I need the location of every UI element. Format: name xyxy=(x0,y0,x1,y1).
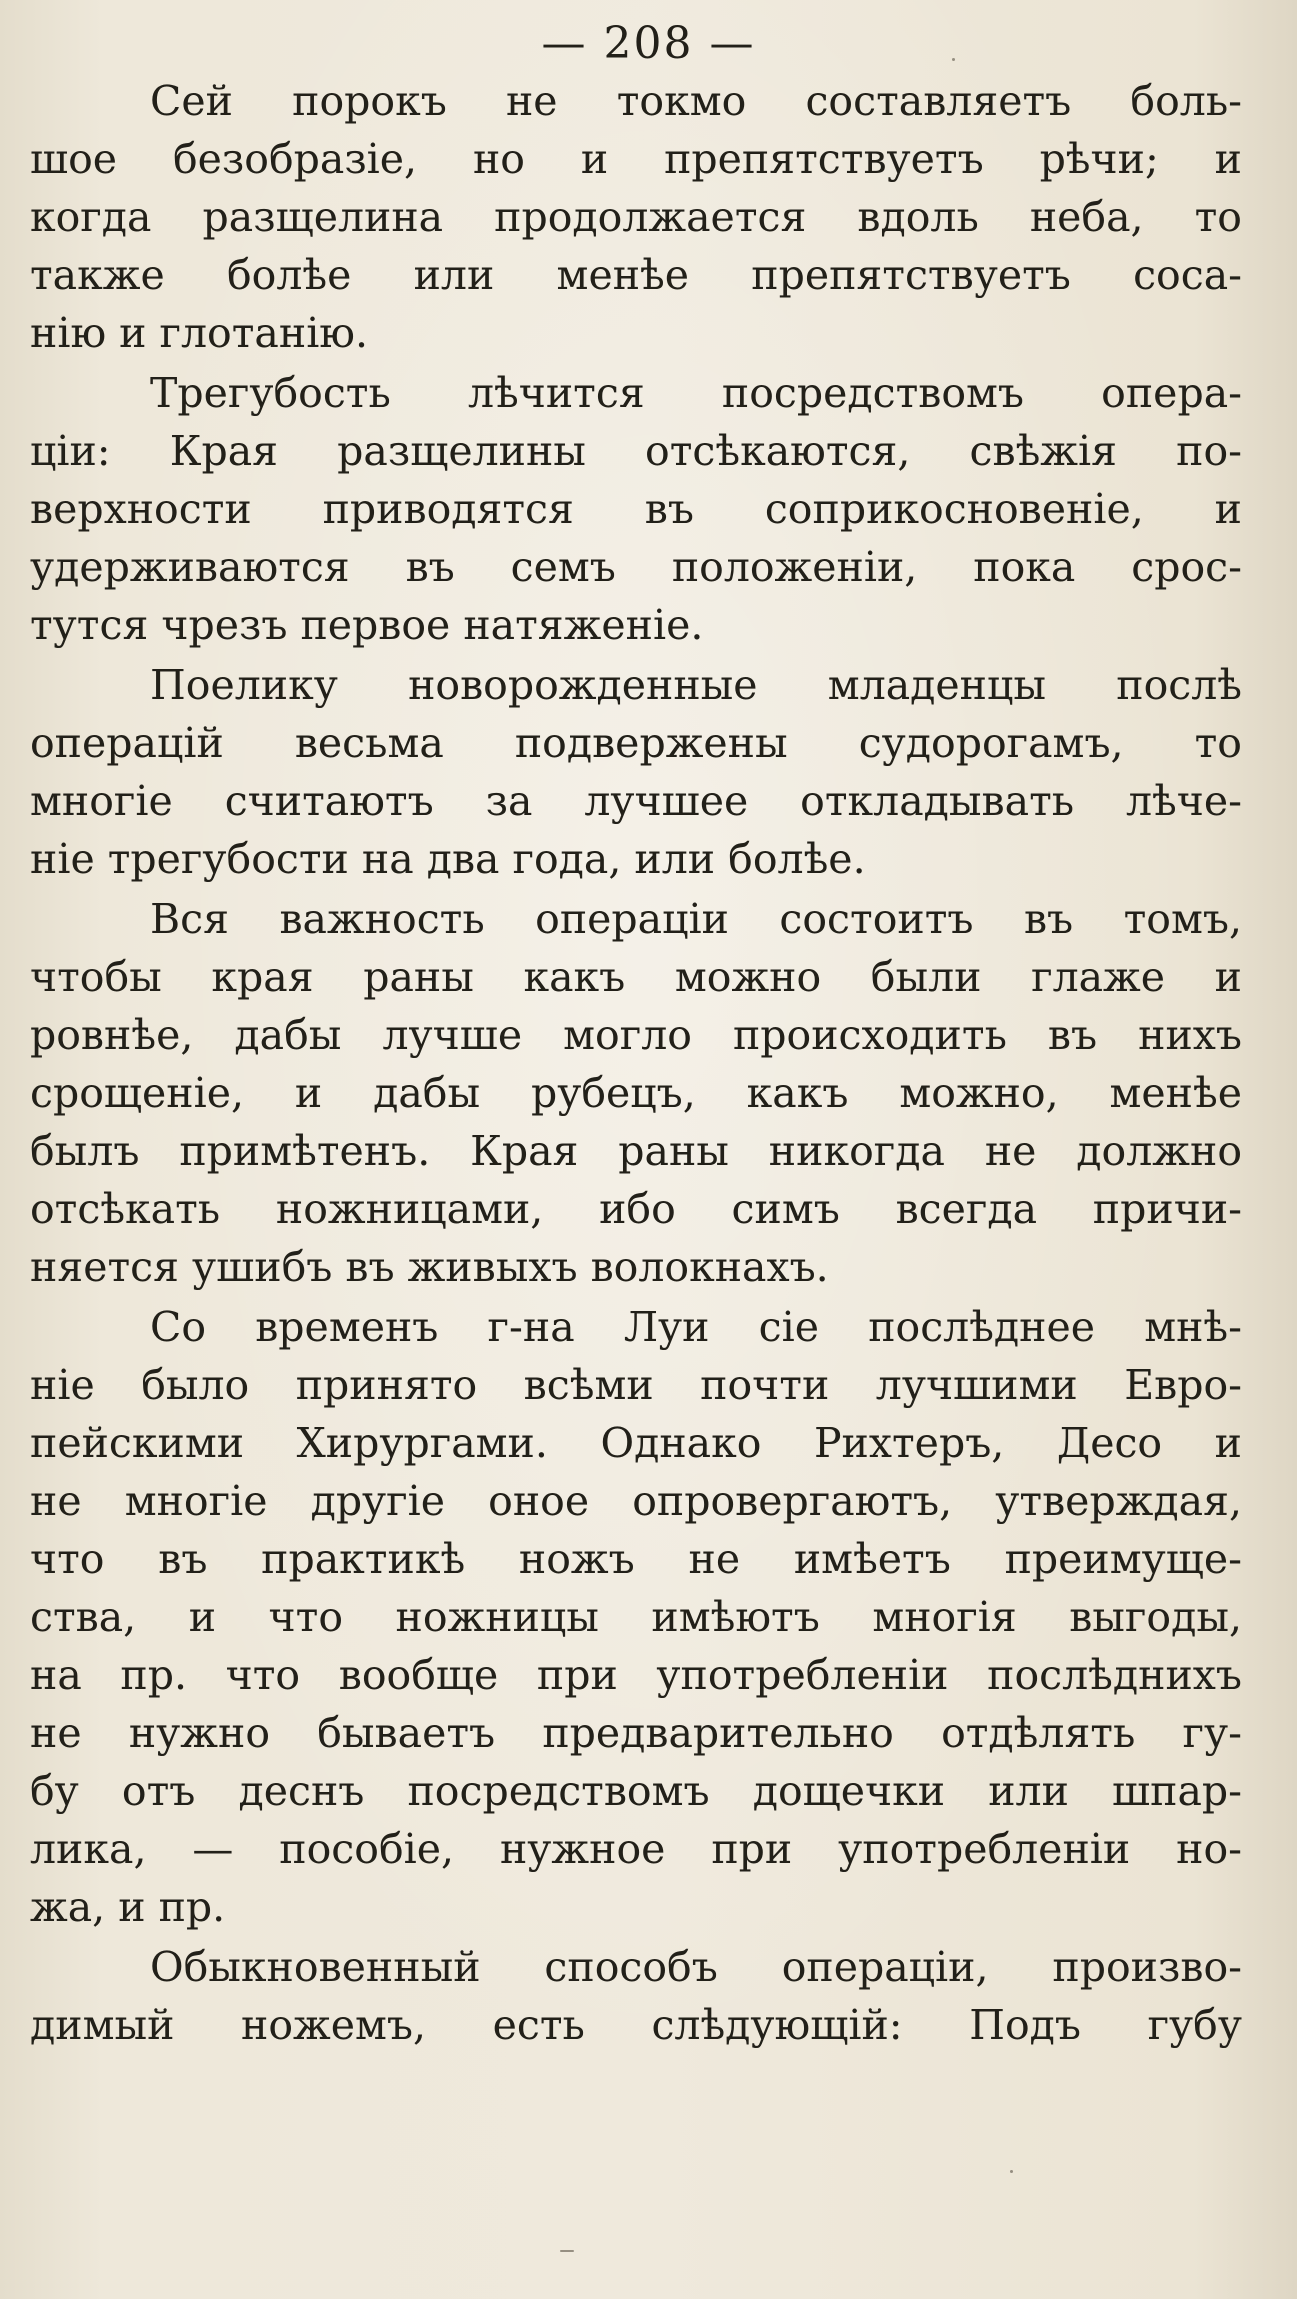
text-line: пейскими Хирургами. Однако Рихтеръ, Десо и xyxy=(30,1419,1242,1467)
text-line: бу отъ деснъ посредствомъ дощечки или шпар- xyxy=(30,1767,1242,1815)
text-line: верхности приводятся въ соприкосновеніе, и xyxy=(30,485,1242,533)
text-line: Трегубость лѣчится посредствомъ опера- xyxy=(150,369,1242,417)
text-line: ніе было принято всѣми почти лучшими Евро- xyxy=(30,1361,1242,1409)
paragraph xyxy=(30,364,1242,654)
text-line: чтобы края раны какъ можно были глаже и xyxy=(30,953,1242,1001)
text-line: на пр. что вообще при употребленіи послѣднихъ xyxy=(30,1651,1242,1699)
text-line: срощеніе, и дабы рубецъ, какъ можно, менѣе xyxy=(30,1069,1242,1117)
paper-speck xyxy=(560,2250,574,2252)
paragraph xyxy=(30,890,1242,1296)
text-line: что въ практикѣ ножъ не имѣетъ преимуще- xyxy=(30,1535,1242,1583)
text-line: ніе трегубости на два года, или болѣе. xyxy=(30,835,866,883)
text-line: жа, и пр. xyxy=(30,1883,226,1931)
text-line: шое безобразіе, но и препятствуетъ рѣчи; и xyxy=(30,135,1242,183)
text-line: Сей порокъ не токмо составляетъ боль- xyxy=(150,77,1242,125)
text-line: отсѣкать ножницами, ибо симъ всегда причи- xyxy=(30,1185,1242,1233)
paragraph xyxy=(30,1298,1242,1936)
text-line: многіе считаютъ за лучшее откладывать лѣче- xyxy=(30,777,1242,825)
text-line: Поелику новорожденные младенцы послѣ xyxy=(150,661,1242,709)
paper-speck xyxy=(952,58,955,61)
text-line: ровнѣе, дабы лучше могло происходить въ нихъ xyxy=(30,1011,1242,1059)
text-line: когда разщелина продолжается вдоль неба, то xyxy=(30,193,1242,241)
text-line: тутся чрезъ первое натяженіе. xyxy=(30,601,704,649)
paragraph xyxy=(30,1938,1242,2054)
text-line: лика, — пособіе, нужное при употребленіи но- xyxy=(30,1825,1242,1873)
paragraph xyxy=(30,72,1242,362)
text-line: Со временъ г-на Луи сіе послѣднее мнѣ- xyxy=(150,1303,1242,1351)
paper-speck xyxy=(1010,2170,1013,2173)
body-text xyxy=(30,72,1242,2056)
paragraph xyxy=(30,656,1242,888)
text-line: не многіе другіе оное опровергаютъ, утверждая, xyxy=(30,1477,1242,1525)
page-number: — 208 — xyxy=(541,18,756,69)
text-line: ства, и что ножницы имѣютъ многія выгоды, xyxy=(30,1593,1242,1641)
text-line: также болѣе или менѣе препятствуетъ соса- xyxy=(30,251,1242,299)
text-line: димый ножемъ, есть слѣдующій: Подъ губу xyxy=(30,2001,1242,2049)
text-line: не нужно бываетъ предварительно отдѣлять гу- xyxy=(30,1709,1242,1757)
text-line: Обыкновенный способъ операціи, произво- xyxy=(150,1943,1242,1991)
text-line: операцій весьма подвержены судорогамъ, то xyxy=(30,719,1242,767)
text-line: няется ушибъ въ живыхъ волокнахъ. xyxy=(30,1243,829,1291)
text-line: ціи: Края разщелины отсѣкаются, свѣжія по- xyxy=(30,427,1242,475)
text-line: нію и глотанію. xyxy=(30,309,369,357)
text-line: Вся важность операціи состоитъ въ томъ, xyxy=(150,895,1242,943)
text-line: былъ примѣтенъ. Края раны никогда не должно xyxy=(30,1127,1242,1175)
text-line: удерживаются въ семъ положеніи, пока срос- xyxy=(30,543,1242,591)
